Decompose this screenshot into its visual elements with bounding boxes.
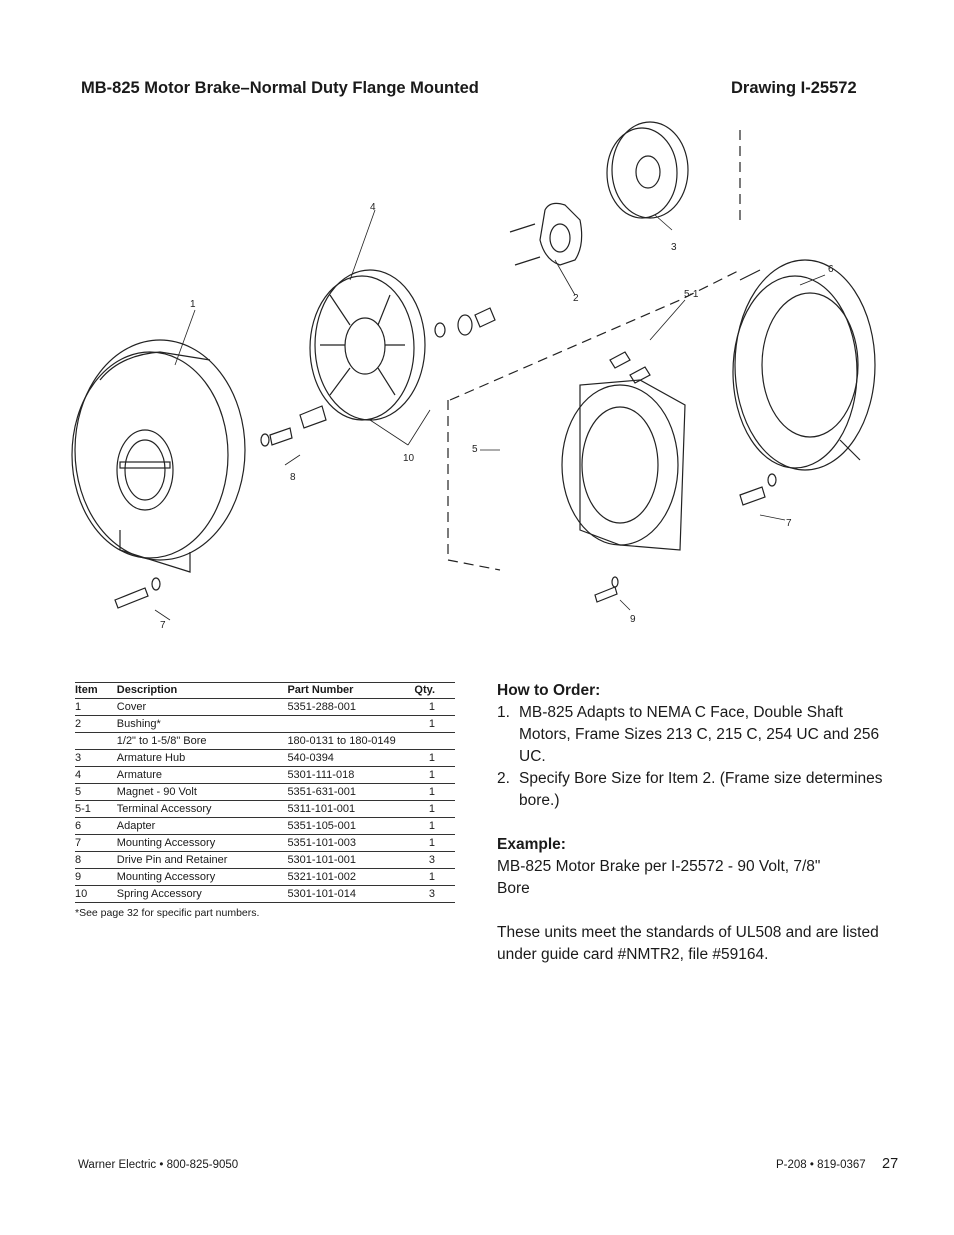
cell-part-number: 5351-105-001	[287, 818, 414, 835]
cell-item: 4	[75, 767, 117, 784]
cell-qty: 3	[414, 852, 455, 869]
callout-3: 3	[671, 242, 677, 253]
spring-accessory	[435, 308, 495, 337]
bushing-part	[510, 203, 582, 265]
cell-description: Cover	[117, 699, 288, 716]
cell-part-number: 180-0131 to 180-0149	[287, 733, 414, 750]
callout-5: 5	[472, 444, 478, 455]
cell-item: 5-1	[75, 801, 117, 818]
magnet-part	[562, 380, 685, 550]
cell-part-number: 5301-111-018	[287, 767, 414, 784]
cell-item: 1	[75, 699, 117, 716]
bolt-right	[740, 474, 776, 505]
cell-qty: 1	[414, 767, 455, 784]
header-part-number: Part Number	[287, 683, 414, 699]
cell-part-number: 5351-101-003	[287, 835, 414, 852]
cell-qty: 1	[414, 835, 455, 852]
table-row	[75, 818, 455, 835]
parts-table	[75, 682, 455, 903]
cell-qty: 3	[414, 886, 455, 903]
table-footnote: *See page 32 for specific part numbers.	[75, 907, 260, 919]
cell-description: Mounting Accessory	[117, 835, 288, 852]
header-item: Item	[75, 683, 117, 699]
cell-part-number: 5311-101-001	[287, 801, 414, 818]
cell-part-number: 540-0394	[287, 750, 414, 767]
ul-compliance-text: These units meet the standards of UL508 and are listed under guide card #NMTR2, file #59164.	[497, 924, 879, 963]
cell-qty: 1	[414, 699, 455, 716]
footer-catalog-code: P-208 • 819-0367	[776, 1159, 866, 1171]
cell-part-number: 5301-101-014	[287, 886, 414, 903]
mounting-screw	[595, 577, 618, 602]
cell-description: Adapter	[117, 818, 288, 835]
table-row	[75, 835, 455, 852]
callout-8: 8	[290, 472, 296, 483]
header-description: Description	[117, 683, 288, 699]
cell-item: 7	[75, 835, 117, 852]
page-title: MB-825 Motor Brake–Normal Duty Flange Mounted	[81, 79, 479, 97]
order-step	[497, 768, 897, 812]
order-step-number: 1.	[497, 704, 510, 721]
cell-qty	[414, 733, 455, 750]
cell-item: 6	[75, 818, 117, 835]
cell-qty: 1	[414, 716, 455, 733]
example-heading: Example:	[497, 836, 566, 853]
how-to-order-section	[497, 680, 897, 966]
table-header-row	[75, 683, 455, 699]
bolt-left	[115, 578, 160, 608]
callout-4: 4	[370, 202, 376, 213]
table-row	[75, 699, 455, 716]
cell-item: 9	[75, 869, 117, 886]
cell-part-number: 5351-631-001	[287, 784, 414, 801]
callout-9: 9	[630, 614, 636, 625]
cell-item: 10	[75, 886, 117, 903]
cell-description: Bushing*	[117, 716, 288, 733]
table-row	[75, 801, 455, 818]
exploded-parts-drawing	[60, 120, 900, 640]
cell-part-number: 5321-101-002	[287, 869, 414, 886]
table-row	[75, 852, 455, 869]
callout-5-1: 5-1	[684, 289, 699, 300]
adapter-part	[733, 260, 875, 470]
cell-description: Spring Accessory	[117, 886, 288, 903]
cell-description: 1/2" to 1-5/8" Bore	[117, 733, 288, 750]
callout-1: 1	[190, 299, 196, 310]
armature-hub	[607, 122, 688, 218]
cell-description: Armature Hub	[117, 750, 288, 767]
cell-description: Drive Pin and Retainer	[117, 852, 288, 869]
cell-qty: 1	[414, 750, 455, 767]
drive-pin	[261, 406, 326, 446]
table-row	[75, 886, 455, 903]
armature-part	[310, 270, 425, 420]
table-row	[75, 733, 455, 750]
callout-6: 6	[828, 264, 834, 275]
cell-description: Terminal Accessory	[117, 801, 288, 818]
callout-10: 10	[403, 453, 415, 464]
how-to-order-heading: How to Order:	[497, 682, 601, 699]
cover-part	[72, 340, 245, 572]
table-row	[75, 767, 455, 784]
cell-item	[75, 733, 117, 750]
table-row	[75, 750, 455, 767]
cell-description: Mounting Accessory	[117, 869, 288, 886]
header-qty: Qty.	[414, 683, 455, 699]
cell-qty: 1	[414, 784, 455, 801]
order-step-text: Specify Bore Size for Item 2. (Frame size determines bore.)	[519, 770, 883, 809]
cell-qty: 1	[414, 869, 455, 886]
callout-7-left: 7	[160, 620, 166, 631]
table-row	[75, 869, 455, 886]
table-row	[75, 784, 455, 801]
cell-description: Magnet - 90 Volt	[117, 784, 288, 801]
cell-part-number: 5301-101-001	[287, 852, 414, 869]
order-step	[497, 702, 897, 768]
terminal-accessory	[610, 352, 650, 383]
callout-7-right: 7	[786, 518, 792, 529]
cell-qty: 1	[414, 801, 455, 818]
footer-company: Warner Electric • 800-825-9050	[78, 1159, 239, 1171]
cell-item: 5	[75, 784, 117, 801]
cell-item: 8	[75, 852, 117, 869]
cell-qty: 1	[414, 818, 455, 835]
cell-item: 2	[75, 716, 117, 733]
callout-2: 2	[573, 293, 579, 304]
cell-description: Armature	[117, 767, 288, 784]
table-row	[75, 716, 455, 733]
cell-item: 3	[75, 750, 117, 767]
order-step-text: MB-825 Adapts to NEMA C Face, Double Shaft Motors, Frame Sizes 213 C, 215 C, 254 UC and 256 UC.	[519, 704, 880, 765]
cell-part-number	[287, 716, 414, 733]
cell-part-number: 5351-288-001	[287, 699, 414, 716]
drawing-number: Drawing I-25572	[731, 79, 857, 97]
example-text: MB-825 Motor Brake per I-25572 - 90 Volt, 7/8" Bore	[497, 858, 821, 897]
order-step-number: 2.	[497, 770, 510, 787]
page-number: 27	[882, 1156, 899, 1172]
